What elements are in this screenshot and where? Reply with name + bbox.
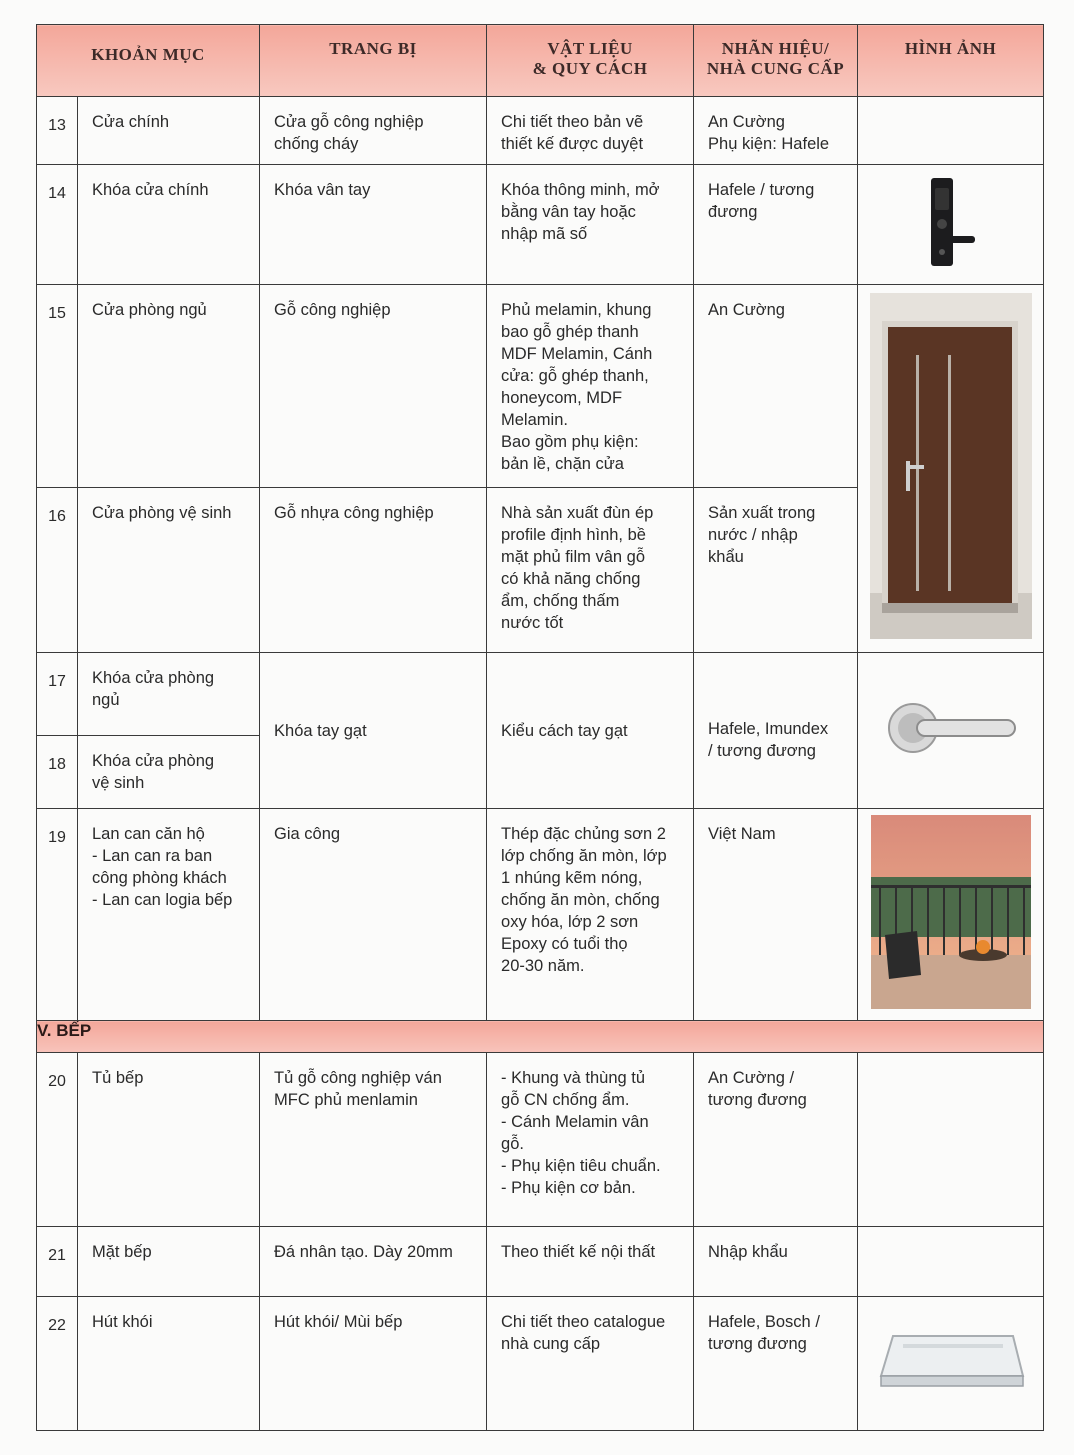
table-row xyxy=(37,809,1044,1021)
item-cell: Cửa phòng ngủ xyxy=(78,285,260,488)
row-number: 17 xyxy=(37,653,78,736)
equipment-cell: Cửa gỗ công nghiệp chống cháy xyxy=(260,97,487,165)
section-row xyxy=(37,1021,1044,1053)
image-cell xyxy=(858,97,1044,165)
brand-cell: Hafele, Imundex / tương đương xyxy=(694,653,858,809)
material-cell: Khóa thông minh, mở bằng vân tay hoặc nhập mã số xyxy=(487,165,694,285)
equipment-cell: Tủ gỗ công nghiệp ván MFC phủ menlamin xyxy=(260,1053,487,1227)
material-cell: Nhà sản xuất đùn ép profile định hình, bề mặt phủ film vân gỗ có khả năng chống ẩm, chống thấm nước tốt xyxy=(487,488,694,653)
row-number: 22 xyxy=(37,1297,78,1431)
equipment-cell: Gỗ công nghiệp xyxy=(260,285,487,488)
material-cell: Theo thiết kế nội thất xyxy=(487,1227,694,1297)
range-hood-image xyxy=(873,1326,1029,1396)
item-cell: Khóa cửa phòng ngủ xyxy=(78,653,260,736)
equipment-cell: Gỗ nhựa công nghiệp xyxy=(260,488,487,653)
lever-handle-image xyxy=(881,698,1021,758)
item-cell: Hút khói xyxy=(78,1297,260,1431)
table-row xyxy=(37,97,1044,165)
table-row xyxy=(37,1053,1044,1227)
item-cell: Cửa phòng vệ sinh xyxy=(78,488,260,653)
row-number: 15 xyxy=(37,285,78,488)
header-row xyxy=(37,25,1044,97)
brand-cell: An Cường / tương đương xyxy=(694,1053,858,1227)
brand-cell: Việt Nam xyxy=(694,809,858,1021)
balcony-railing-image xyxy=(871,815,1031,1009)
item-cell: Khóa cửa phòng vệ sinh xyxy=(78,736,260,809)
brand-cell: An Cường Phụ kiện: Hafele xyxy=(694,97,858,165)
table-row xyxy=(37,165,1044,285)
wooden-door-image xyxy=(870,293,1032,639)
equipment-cell: Khóa tay gạt xyxy=(260,653,487,809)
row-number: 14 xyxy=(37,165,78,285)
equipment-cell: Khóa vân tay xyxy=(260,165,487,285)
item-cell: Tủ bếp xyxy=(78,1053,260,1227)
brand-cell: Hafele, Bosch / tương đương xyxy=(694,1297,858,1431)
row-number: 21 xyxy=(37,1227,78,1297)
spec-table xyxy=(36,24,1044,1431)
image-cell xyxy=(858,653,1044,809)
image-cell xyxy=(858,1227,1044,1297)
material-cell: Kiểu cách tay gạt xyxy=(487,653,694,809)
material-cell: Chi tiết theo bản vẽ thiết kế được duyệt xyxy=(487,97,694,165)
item-cell: Mặt bếp xyxy=(78,1227,260,1297)
brand-cell: An Cường xyxy=(694,285,858,488)
table-row xyxy=(37,1227,1044,1297)
equipment-cell: Hút khói/ Mùi bếp xyxy=(260,1297,487,1431)
row-number: 19 xyxy=(37,809,78,1021)
item-cell: Khóa cửa chính xyxy=(78,165,260,285)
row-number: 20 xyxy=(37,1053,78,1227)
row-number: 13 xyxy=(37,97,78,165)
image-cell xyxy=(858,1053,1044,1227)
header-image: HÌNH ẢNH xyxy=(858,25,1044,97)
brand-cell: Hafele / tương đương xyxy=(694,165,858,285)
equipment-cell: Gia công xyxy=(260,809,487,1021)
table-row xyxy=(37,653,1044,736)
fingerprint-lock-image xyxy=(921,174,981,270)
image-cell xyxy=(858,285,1044,653)
header-material: VẬT LIỆU & QUY CÁCH xyxy=(487,25,694,97)
row-number: 18 xyxy=(37,736,78,809)
image-cell xyxy=(858,809,1044,1021)
header-equipment: TRANG BỊ xyxy=(260,25,487,97)
table-row xyxy=(37,1297,1044,1431)
material-cell: Chi tiết theo catalogue nhà cung cấp xyxy=(487,1297,694,1431)
brand-cell: Sản xuất trong nước / nhập khẩu xyxy=(694,488,858,653)
equipment-cell: Đá nhân tạo. Dày 20mm xyxy=(260,1227,487,1297)
brand-cell: Nhập khẩu xyxy=(694,1227,858,1297)
material-cell: - Khung và thùng tủ gỗ CN chống ẩm. - Cánh Melamin vân gỗ. - Phụ kiện tiêu chuẩn. - Phụ kiện cơ bản. xyxy=(487,1053,694,1227)
image-cell xyxy=(858,1297,1044,1431)
material-cell: Thép đặc chủng sơn 2 lớp chống ăn mòn, lớp 1 nhúng kẽm nóng, chống ăn mòn, chống oxy hóa, lớp 2 sơn Epoxy có tuổi thọ 20-30 năm. xyxy=(487,809,694,1021)
header-item: KHOẢN MỤC xyxy=(37,25,260,97)
table-row xyxy=(37,285,1044,488)
header-brand: NHÃN HIỆU/ NHÀ CUNG CẤP xyxy=(694,25,858,97)
item-cell: Lan can căn hộ - Lan can ra ban công phòng khách - Lan can logia bếp xyxy=(78,809,260,1021)
material-cell: Phủ melamin, khung bao gỗ ghép thanh MDF Melamin, Cánh cửa: gỗ ghép thanh, honeycom, MDF Melamin. Bao gồm phụ kiện: bản lề, chặn cửa xyxy=(487,285,694,488)
image-cell xyxy=(858,165,1044,285)
row-number: 16 xyxy=(37,488,78,653)
section-title: V. BẾP xyxy=(37,1021,1044,1053)
item-cell: Cửa chính xyxy=(78,97,260,165)
